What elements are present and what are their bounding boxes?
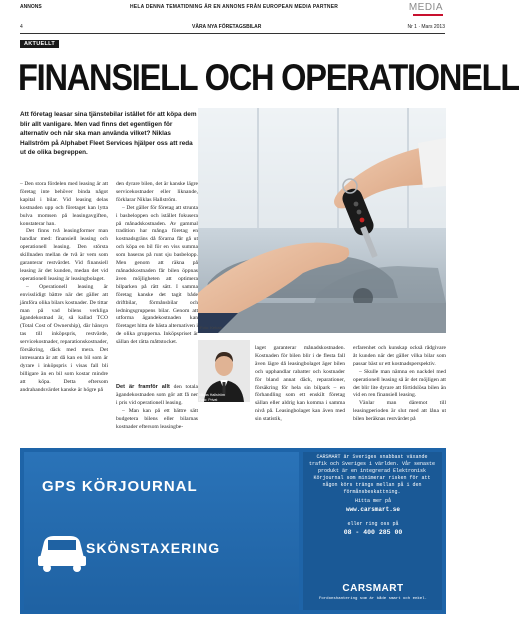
paragraph — [116, 384, 198, 408]
logo-accent — [413, 14, 443, 16]
paragraph: Det finns två leasingformer man handlar med: finansiell leasing och operationell leasing. Den största skillnaden mellan de två är vem som garanterar restvärdet. Vid finansiell leasing är det kunden, medan det vid operationell leasing är leasingbolaget. — [20, 228, 108, 282]
portrait-caption — [199, 393, 225, 403]
carsmart-advertisement[interactable] — [20, 448, 446, 614]
car-key-photo — [198, 108, 446, 333]
article-column-1 — [20, 181, 108, 394]
paragraph: – Den stora fördelen med leasing är att företag inte behöver binda något kapital i bilar. Vid leasing delas kostnaden upp och företaget kan lytta bulva momsen på leasingavgiften, konstaterar han. — [20, 181, 108, 227]
paragraph: – Det gäller för företag att strunta i basbeloppen och istället fokusera på månadskostnaden. Av gammal tradition har många företag en kostnadsgräns då förarna får gå ut och köpa en bil för en viss summa som baseras på runt sju basbelopp. Men genom att räkna på månadskostnaden får bilen öppnas även möjligheten att optimera bilparken på rätt sätt. I samma företag kanske det tagit både driftbilar, förmånsbilar och ledningsgruppens bilar. Genom att utforma ägandekostnaden kan företaget hitta de bästa alternativen i de olika grupperna. Inköpspriset är sällan det rätta måttstocket. — [116, 204, 198, 346]
paragraph: erfarenhet och kunskap också rådgivare åt kunden när det gäller vilka bilar som passar bäst ur ett kostnadsperspektiv. — [353, 345, 446, 367]
article-ingress: Att företag leasar sina tjänstebilar istället för att köpa dem blir allt vanligare. Men vad finns det egentligen för alternativ och när ska man använda vilket? Niklas Hallström på Alphabet Fleet Services hjälper oss att reda ut de olika begreppen. — [20, 111, 197, 157]
ad-phone-number[interactable]: 08 - 400 285 00 — [343, 529, 403, 536]
car-icon — [34, 518, 90, 576]
section-tag: AKTUELLT — [20, 40, 59, 48]
header-advert-label: ANNONS — [20, 4, 42, 10]
issue-date: Nr 1 · Mars 2013 — [407, 24, 445, 30]
paragraph: Vänlar man däremot till leasingperioden är slut med att låna ut bilen beräknas restvärdet på — [353, 400, 446, 423]
paragraph: – Skulle man nämna en nackdel med operationell leasing så är det möjligen att det blir lite dyrare att förtidslösa bilen än vid en ren finansiell leasing. — [353, 368, 446, 399]
paragraph: laget garanterar månadskostnaden. Kostnaden för bilen blir i de flesta fall även lägre då leasingbolaget äger bilen och upphandlar rabatter och kostnader för bland annat däck, reparationer, försäkring för hela sin bilpark – en förhandling som ett enskilt företag sällan eller aldrig kan komma i samma nivå på. Leasingbolaget kan även med sin statistik, — [255, 345, 345, 423]
page-subheader — [20, 24, 445, 34]
lead-in: Det är framför allt — [116, 384, 170, 390]
ad-product-skonstaxering: SKÖNSTAXERING — [86, 540, 221, 556]
ad-cta-phone: eller ring oss på — [347, 521, 399, 527]
portrait-name: Niklas Hallström — [199, 393, 225, 397]
article-headline: FINANSIELL OCH OPERATIONELL — [18, 57, 519, 98]
ad-description: CARSMART är Sveriges snabbast växande trafik och Sveriges i världen. Vår senaste produkt är en integrerad Elektronisk Körjournal som minimerar risken för att någon körs trängs mellan på i den förmånsbeskattning. — [308, 454, 436, 495]
article-column-2b — [116, 384, 198, 431]
photo-credit: Foto: Kebab — [200, 325, 222, 330]
ad-tagline: Fordonshantering som är både smart och enkel. — [318, 597, 428, 601]
carsmart-logo: CARSMART — [342, 583, 404, 594]
ad-cta-web: Hitta mer på — [354, 498, 391, 504]
media-logo: MEDIA — [408, 2, 443, 13]
ad-product-gps: GPS KÖRJOURNAL — [42, 478, 198, 495]
publication-title: VÅRA NYA FÖRETAGSBILAR — [192, 24, 262, 30]
article-column-4 — [353, 345, 446, 424]
lead-text: den totala ägandekostnaden som gör att få ner i pris vid operationell leasing. — [116, 384, 198, 406]
header-notice: HELA DENNA TEMATIDNING ÄR EN ANNONS FRÅN EUROPEAN MEDIA PARTNER — [130, 4, 339, 10]
portrait-credit: Foto: Privat — [199, 398, 218, 402]
article-column-2 — [116, 181, 198, 347]
ad-url-link[interactable]: www.carsmart.se — [345, 506, 400, 513]
article-column-3 — [255, 345, 345, 424]
paragraph: den dyrare bilen, det är kanske lägre servicekostnader eller liknande, förklarar Niklas Hallström. — [116, 181, 198, 203]
page-header — [0, 0, 465, 22]
paragraph: – Operationell leasing är envisslidigt bättre när det gäller att jämföra olika bilars kostnader. De tittar man på vad bilens verkliga ägandekostnad är, så kallad TCO (Total Cost of Ownership), där hänsyn tas till inköpspris, restvärde, servicekostnader, reparationskostnader, försäkring, däck med mera. Det intressanta är att då kan en bil som är dyrare i inköpspris i visas fall bli billigare än en bil som kostar mindre att köpa. Detta eftersom andrahandsvärdet kanske är högre på — [20, 283, 108, 393]
paragraph: – Man kan på ett bättre sätt budgetera bilens eller bilarnas kostnader eftersom leasingbe- — [116, 407, 198, 430]
page-number: 4 — [20, 24, 23, 30]
